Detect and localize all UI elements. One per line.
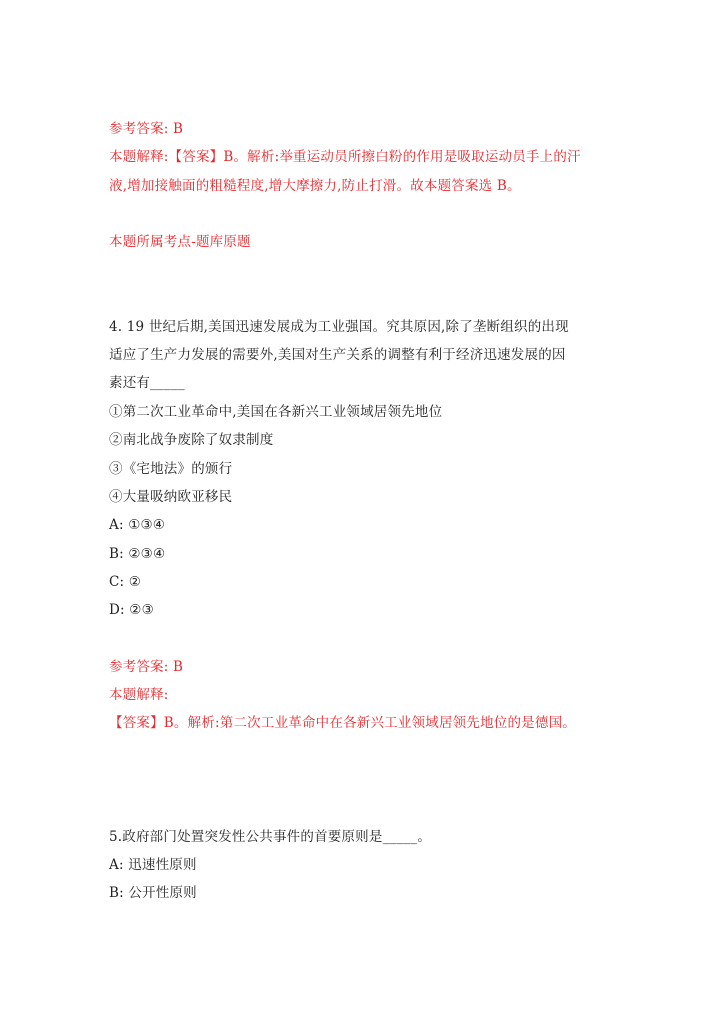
q4-option-c: C: ② bbox=[109, 574, 142, 590]
q4-stem-line-2: 适应了生产力发展的需要外,美国对生产关系的调整有利于经济迅速发展的因 bbox=[109, 347, 566, 363]
q5-stem: 5.政府部门处置突发性公共事件的首要原则是_____。 bbox=[109, 829, 432, 845]
q4-option-b: B: ②③④ bbox=[109, 546, 166, 562]
q4-stem-line-1: 4. 19 世纪后期,美国迅速发展成为工业强国。究其原因,除了垄断组织的出现 bbox=[109, 319, 569, 335]
q3-explanation-line-2: 液,增加接触面的粗糙程度,增大摩擦力,防止打滑。故本题答案选 B。 bbox=[109, 178, 521, 194]
q3-explanation-line-1: 本题解释:【答案】B。解析:举重运动员所擦白粉的作用是吸取运动员手上的汗 bbox=[109, 149, 581, 165]
q4-statement-3: ③《宅地法》的颁行 bbox=[109, 461, 233, 477]
q4-statement-2: ②南北战争废除了奴隶制度 bbox=[109, 432, 274, 448]
q4-option-d: D: ②③ bbox=[109, 602, 154, 618]
q4-statement-1: ①第二次工业革命中,美国在各新兴工业领域居领先地位 bbox=[109, 404, 443, 420]
q3-knowledge-point: 本题所属考点-题库原题 bbox=[109, 234, 251, 250]
q3-reference-answer: 参考答案: B bbox=[109, 121, 184, 137]
q4-explanation-label: 本题解释: bbox=[109, 687, 169, 703]
q4-reference-answer: 参考答案: B bbox=[109, 659, 184, 675]
q4-option-a: A: ①③④ bbox=[109, 517, 166, 533]
q4-stem-line-3: 素还有_____ bbox=[109, 375, 185, 391]
q4-explanation: 【答案】B。解析:第二次工业革命中在各新兴工业领域居领先地位的是德国。 bbox=[109, 715, 576, 731]
q4-statement-4: ④大量吸纳欧亚移民 bbox=[109, 489, 233, 505]
q5-option-a: A: 迅速性原则 bbox=[109, 857, 197, 873]
q5-option-b: B: 公开性原则 bbox=[109, 885, 197, 901]
